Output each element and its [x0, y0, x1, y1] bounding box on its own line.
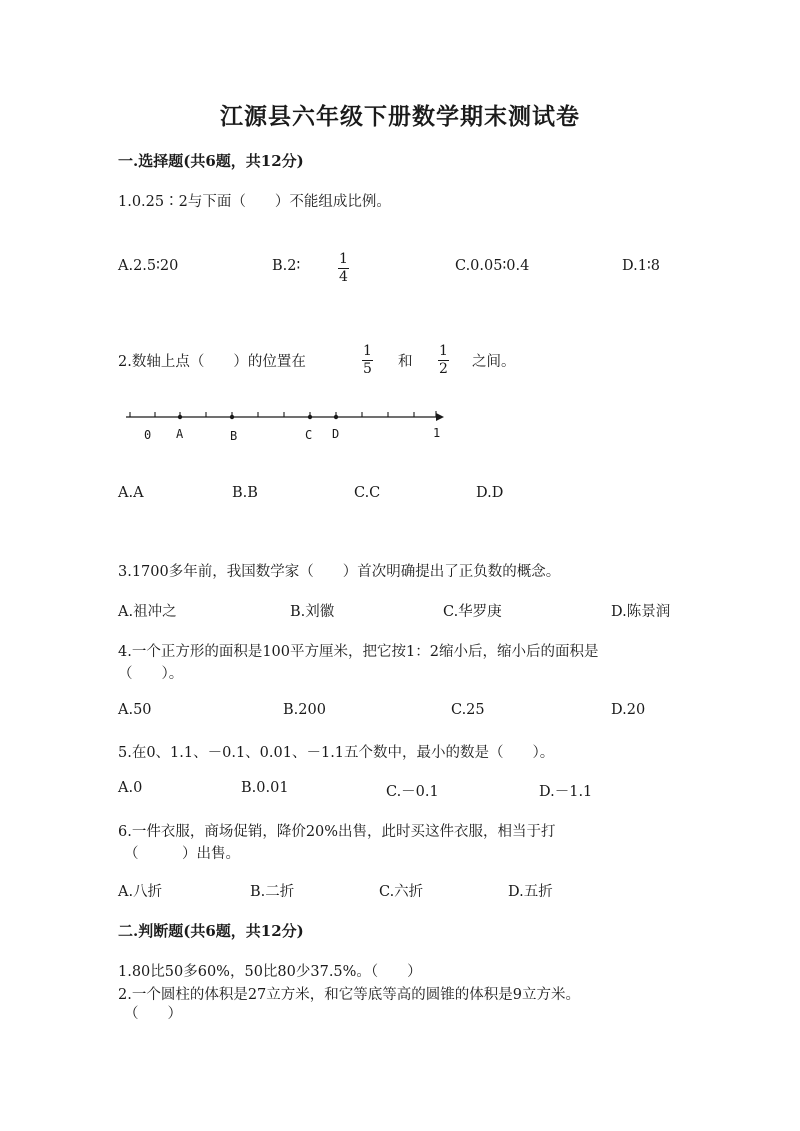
question-3-text: 3.1700多年前，我国数学家（ ）首次明确提出了正负数的概念。: [118, 564, 561, 580]
q6-option-d: D.五折: [508, 884, 553, 900]
q1-option-b: B.2∶: [272, 258, 301, 274]
section-heading-judgement: 二.判断题(共6题，共12分): [118, 922, 304, 940]
q1-option-c: C.0.05∶0.4: [455, 258, 530, 274]
number-line-label-c: C: [305, 428, 313, 442]
judgement-1-text: 1.80比50多60%，50比80少37.5%。（ ）: [118, 964, 422, 980]
question-6-line-1: 6.一件衣服，商场促销，降价20%出售，此时买这件衣服，相当于打: [118, 824, 556, 840]
q1-option-a: A.2.5∶20: [118, 258, 179, 274]
number-line-point-d: [334, 415, 338, 419]
question-4-line-2: （ ）。: [118, 666, 184, 682]
question-2-prefix: 2.数轴上点（ ）的位置在: [118, 354, 306, 370]
number-line-point-b: [230, 415, 234, 419]
q5-option-a: A.0: [118, 780, 143, 796]
question-2-and: 和: [398, 354, 413, 370]
q3-option-b: B.刘徽: [290, 604, 335, 620]
q4-option-b: B.200: [283, 702, 326, 718]
number-line-label-1: 1: [433, 426, 441, 440]
q3-option-d: D.陈景润: [611, 604, 671, 620]
q2-option-b: B.B: [232, 485, 258, 501]
number-line-label-0: 0: [144, 428, 152, 442]
fraction-numerator: 1: [339, 251, 348, 267]
judgement-2-line-2: （ ）: [124, 1006, 182, 1022]
question-2-suffix: 之间。: [472, 354, 516, 370]
q4-option-a: A.50: [118, 702, 152, 718]
q2-option-d: D.D: [476, 485, 504, 501]
q2-option-a: A.A: [118, 485, 144, 501]
number-line-label-a: A: [176, 427, 184, 441]
number-line-ticks: [130, 411, 436, 417]
q6-option-b: B.二折: [250, 884, 295, 900]
judgement-2-line-1: 2.一个圆柱的体积是27立方米，和它等底等高的圆锥的体积是9立方米。: [118, 987, 581, 1003]
q6-option-a: A.八折: [118, 884, 163, 900]
q4-option-d: D.20: [611, 702, 646, 718]
q2-fraction-one-half: [438, 344, 449, 377]
fraction-numerator: 1: [363, 343, 372, 359]
q3-option-a: A.祖冲之: [118, 604, 177, 620]
question-1-text: 1.0.25∶2与下面（ ）不能组成比例。: [118, 194, 391, 210]
q5-option-d: D.－1.1: [539, 784, 593, 800]
question-4-line-1: 4.一个正方形的面积是100平方厘米，把它按1：2缩小后，缩小后的面积是: [118, 644, 599, 660]
q4-option-c: C.25: [451, 702, 485, 718]
question-6-line-2: （ ）出售。: [124, 846, 240, 862]
question-5-text: 5.在0、1.1、－0.1、0.01、－1.1五个数中，最小的数是（ ）。: [118, 745, 555, 761]
q1-option-b-fraction: [338, 252, 349, 285]
number-line-label-d: D: [332, 427, 340, 441]
q6-option-c: C.六折: [379, 884, 424, 900]
fraction-denominator: 2: [439, 361, 448, 377]
q2-fraction-one-fifth: [362, 344, 373, 377]
number-line-arrow: [436, 413, 444, 421]
fraction-denominator: 4: [339, 269, 348, 285]
q5-option-c: C.－0.1: [386, 784, 439, 800]
q3-option-c: C.华罗庚: [443, 604, 502, 620]
fraction-denominator: 5: [363, 361, 372, 377]
q5-option-b: B.0.01: [241, 780, 289, 796]
page-title: 江源县六年级下册数学期末测试卷: [220, 103, 580, 130]
number-line-point-a: [178, 415, 182, 419]
number-line: [118, 405, 458, 429]
q1-option-d: D.1∶8: [622, 258, 660, 274]
fraction-numerator: 1: [439, 343, 448, 359]
number-line-point-c: [308, 415, 312, 419]
section-heading-choice: 一.选择题(共6题，共12分): [118, 152, 304, 170]
q2-option-c: C.C: [354, 485, 381, 501]
number-line-label-b: B: [230, 429, 238, 443]
